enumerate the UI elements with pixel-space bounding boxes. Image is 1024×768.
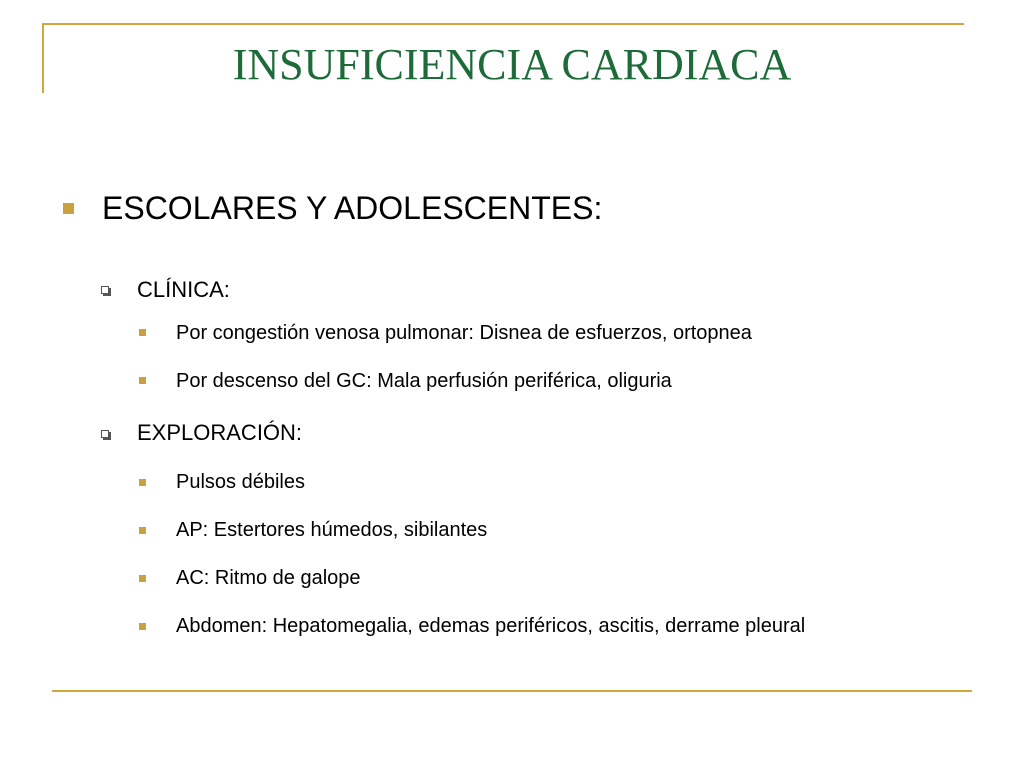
list-item: Por congestión venosa pulmonar: Disnea de esfuerzos, ortopnea xyxy=(176,322,752,344)
title-top-rule xyxy=(42,23,964,25)
square-bullet-icon xyxy=(139,377,146,384)
square-bullet-icon xyxy=(139,479,146,486)
hollow-square-bullet-icon xyxy=(101,430,109,438)
square-bullet-icon xyxy=(139,575,146,582)
square-bullet-icon xyxy=(139,527,146,534)
subsection-label-clinica: CLÍNICA: xyxy=(137,277,230,302)
subsection-label-exploracion: EXPLORACIÓN: xyxy=(137,420,303,445)
section-heading: ESCOLARES Y ADOLESCENTES: xyxy=(102,190,603,226)
square-bullet-icon xyxy=(63,203,74,214)
slide-title: INSUFICIENCIA CARDIACA xyxy=(232,40,792,89)
hollow-square-bullet-icon xyxy=(101,286,109,294)
list-item: Por descenso del GC: Mala perfusión periférica, oliguria xyxy=(176,370,672,392)
footer-rule xyxy=(52,690,972,692)
list-item: AC: Ritmo de galope xyxy=(176,567,361,589)
list-item: Pulsos débiles xyxy=(176,471,305,493)
list-item: AP: Estertores húmedos, sibilantes xyxy=(176,519,488,541)
square-bullet-icon xyxy=(139,623,146,630)
square-bullet-icon xyxy=(139,329,146,336)
list-item: Abdomen: Hepatomegalia, edemas periféricos, ascitis, derrame pleural xyxy=(176,615,806,637)
